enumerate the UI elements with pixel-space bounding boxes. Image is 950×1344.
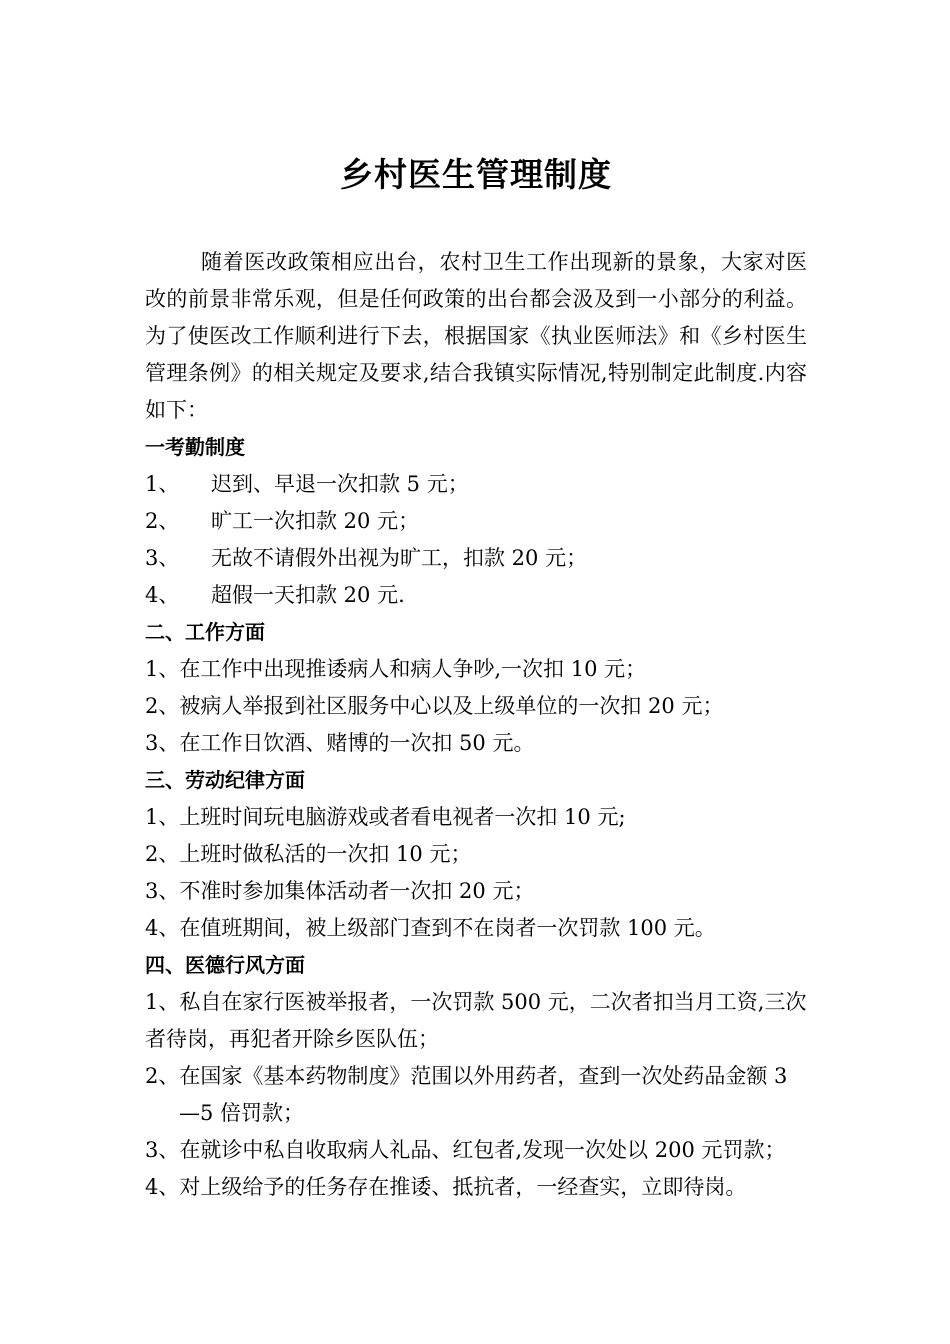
list-item (145, 1169, 807, 1206)
list-item (145, 1132, 807, 1169)
section-medical-ethics (145, 947, 807, 1206)
list-item (145, 651, 807, 688)
item-text: 超假一天扣款 20 元. (211, 583, 405, 607)
item-number: 3、 (145, 731, 180, 755)
item-number: 2、 (145, 1064, 180, 1088)
item-number: 4、 (145, 916, 180, 940)
list-item (145, 984, 807, 1058)
section-attendance (145, 429, 807, 614)
list-item (145, 799, 807, 836)
item-number: 2、 (145, 509, 180, 533)
item-text: 被病人举报到社区服务中心以及上级单位的一次扣 20 元； (179, 694, 724, 718)
document-title: 乡村医生管理制度 (340, 155, 612, 194)
list-item (145, 1058, 807, 1132)
item-text: 在就诊中私自收取病人礼品、红包者,发现一次处以 200 元罚款； (179, 1138, 786, 1162)
item-number: 1、 (145, 472, 180, 496)
list-item (145, 873, 807, 910)
item-number: 3、 (145, 879, 180, 903)
item-number: 4、 (145, 583, 180, 607)
item-text: 在工作日饮酒、赌博的一次扣 50 元。 (179, 731, 535, 755)
item-text: 私自在家行医被举报者，一次罚款 500 元，二次者扣当月工资,三次者待岗，再犯者开除乡医队伍； (145, 990, 807, 1051)
section-heading: 四、医德行风方面 (145, 953, 305, 977)
item-number: 3、 (145, 546, 180, 570)
list-item (145, 725, 807, 762)
list-item (145, 466, 807, 503)
section-heading: 三、劳动纪律方面 (145, 768, 305, 792)
list-item (145, 540, 807, 577)
item-text: 旷工一次扣款 20 元； (211, 509, 420, 533)
list-item (145, 688, 807, 725)
section-heading: 一考勤制度 (145, 435, 245, 459)
section-heading: 二、工作方面 (145, 620, 265, 644)
list-item (145, 503, 807, 540)
list-item (145, 836, 807, 873)
intro-paragraph: 随着医改政策相应出台，农村卫生工作出现新的景象，大家对医改的前景非常乐观，但是任何政策的出台都会汲及到一小部分的利益。为了使医改工作顺利进行下去，根据国家《执业医师法》和《乡村医生管理条例》的相关规定及要求,结合我镇实际情况,特别制定此制度.内容如下： (145, 250, 807, 422)
item-number: 1、 (145, 990, 180, 1014)
item-text: 对上级给予的任务存在推诿、抵抗者，一经查实，立即待岗。 (179, 1175, 747, 1199)
item-number: 3、 (145, 1138, 180, 1162)
item-text: 迟到、早退一次扣款 5 元； (211, 472, 469, 496)
item-number: 2、 (145, 694, 180, 718)
item-text: 在工作中出现推诿病人和病人争吵,一次扣 10 元； (179, 657, 647, 681)
item-number: 4、 (145, 1175, 180, 1199)
section-work (145, 614, 807, 762)
item-text: 无故不请假外出视为旷工，扣款 20 元； (211, 546, 588, 570)
item-text: 在国家《基本药物制度》范围以外用药者，查到一次处药品金额 3—5 倍罚款； (179, 1064, 788, 1125)
item-number: 1、 (145, 657, 180, 681)
document-body (145, 244, 807, 1206)
list-item (145, 910, 807, 947)
item-number: 2、 (145, 842, 180, 866)
item-text: 上班时间玩电脑游戏或者看电视者一次扣 10 元; (179, 805, 626, 829)
item-text: 在值班期间，被上级部门查到不在岗者一次罚款 100 元。 (179, 916, 716, 940)
item-text: 不准时参加集体活动者一次扣 20 元； (179, 879, 535, 903)
section-labor-discipline (145, 762, 807, 947)
list-item (145, 577, 807, 614)
item-number: 1、 (145, 805, 180, 829)
item-text: 上班时做私活的一次扣 10 元； (179, 842, 472, 866)
